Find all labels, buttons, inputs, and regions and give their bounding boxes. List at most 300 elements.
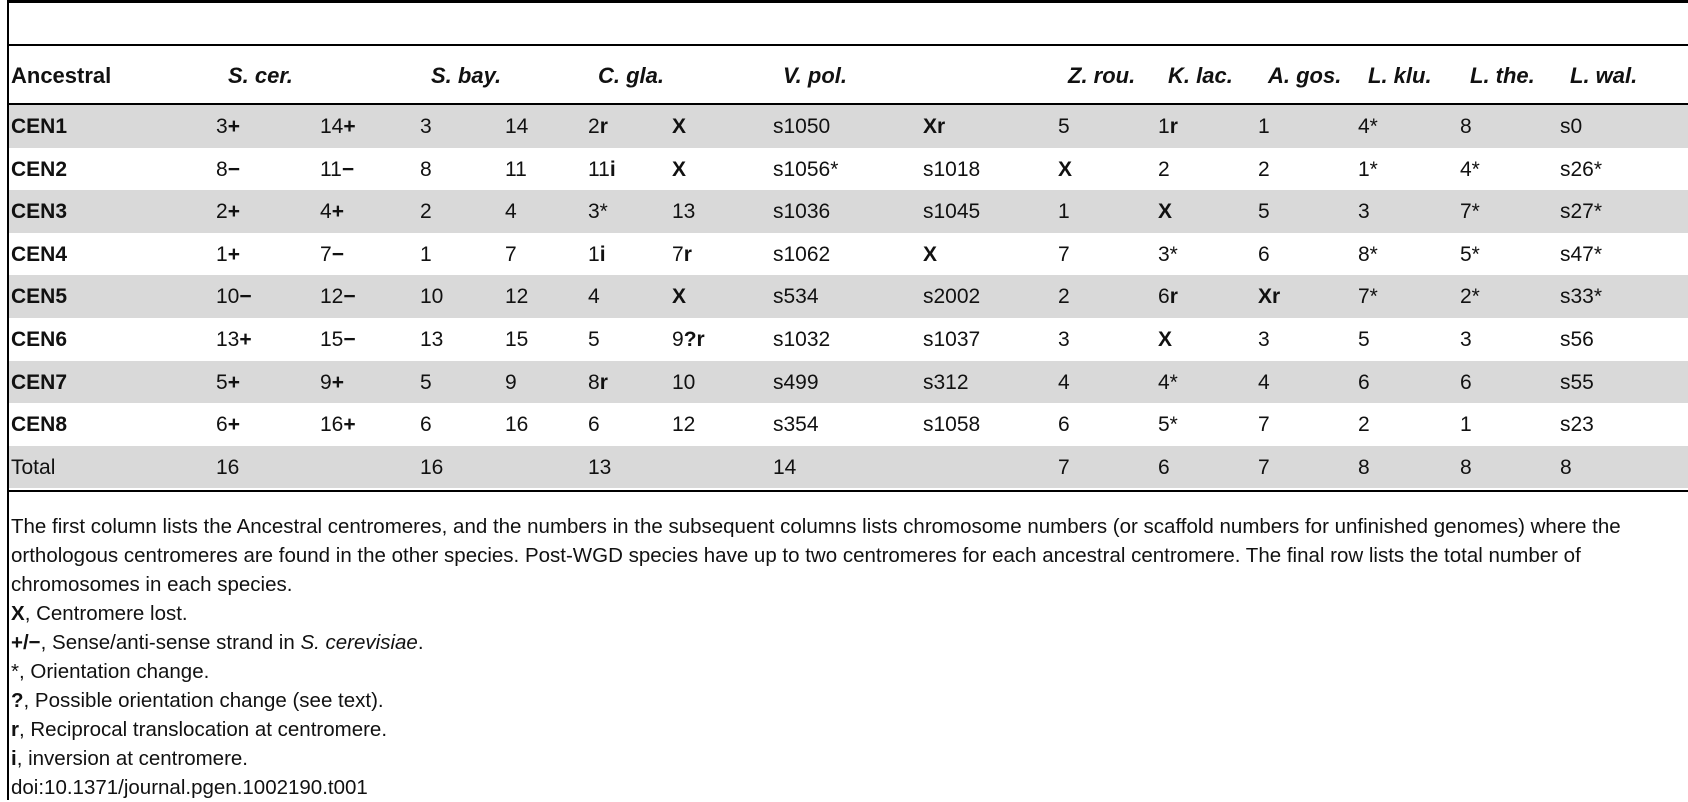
cell-value: 2: [1258, 157, 1270, 181]
legend-symbol: +/−: [11, 631, 41, 654]
cell-value: 5: [1258, 200, 1270, 224]
cell-annotation-mark: X: [1158, 200, 1173, 224]
cell-value: 2: [216, 200, 228, 224]
table-cell: [588, 328, 600, 352]
cell-value: 1: [588, 242, 600, 266]
table-cell: [588, 285, 600, 309]
cell-value: s1036: [773, 200, 831, 224]
table-cell: [505, 200, 517, 224]
cell-annotation-mark: −: [343, 327, 356, 351]
table-cell: [1358, 456, 1370, 480]
cell-value: 3*: [588, 200, 608, 224]
table-cell: [420, 243, 432, 267]
table-cell: [1560, 285, 1602, 309]
cell-value: 3: [1460, 327, 1472, 351]
table-cell: [1058, 243, 1070, 267]
cell-annotation-mark: +: [227, 242, 240, 266]
table-cell: [1358, 158, 1378, 182]
table-cell: [216, 243, 240, 267]
table-cell: [672, 371, 695, 395]
table-cell: [1560, 371, 1594, 395]
cell-value: 12: [505, 285, 529, 309]
cell-value: 9: [505, 370, 517, 394]
table-cell: [216, 285, 252, 309]
cell-value: 2: [588, 115, 600, 138]
cell-annotation-mark: X: [672, 157, 687, 181]
notes-description: The first column lists the Ancestral centromeres, and the numbers in the subsequent columns lists chromosome numbers (or scaffold numbers for unfinished genomes) where the orthologous centromeres are found in the other species. Post-WGD species have up to two centromeres for each ancestral centromere. The final row lists the total number of chromosomes in each species.: [11, 515, 1621, 596]
table-cell: [1058, 371, 1070, 395]
cell-annotation-mark: Xr: [923, 115, 946, 138]
legend-entry: [11, 628, 1683, 657]
cell-value: 1: [1058, 200, 1070, 224]
legend-italic: S. cerevisiae: [300, 631, 418, 654]
cell-value: s1045: [923, 200, 981, 224]
table-cell: [672, 200, 695, 224]
column-header: Z. rou.: [1068, 63, 1136, 88]
table-cell: [1358, 243, 1378, 267]
table-cell: [1158, 456, 1170, 480]
cell-value: 6: [1258, 242, 1270, 266]
table-cell: [923, 115, 945, 139]
table-row: [9, 318, 1688, 361]
table-cell: [505, 285, 528, 309]
table-cell: [505, 243, 517, 267]
cell-value: s1058: [923, 413, 981, 437]
table-cell: [1358, 371, 1370, 395]
table-cell: [672, 158, 686, 182]
table-cell: [1058, 285, 1070, 309]
legend-text: , inversion at centromere.: [16, 747, 248, 770]
cell-value: 5: [420, 370, 432, 394]
cell-value: 5: [216, 370, 228, 394]
cell-value: 15: [505, 327, 529, 351]
row-label: CEN4: [11, 242, 68, 266]
cell-value: 13: [672, 200, 696, 224]
table-cell: [672, 413, 695, 437]
table-cell: [1058, 200, 1070, 224]
cell-value: 4: [505, 200, 517, 224]
column-header: V. pol.: [783, 63, 847, 88]
table-cell: [1460, 243, 1480, 267]
cell-value: s1037: [923, 327, 981, 351]
cell-value: 4*: [1158, 370, 1178, 394]
cell-value: 16: [420, 455, 444, 479]
table-cell: [923, 243, 937, 267]
cell-value: 7: [505, 242, 517, 266]
table-cell: [588, 158, 616, 182]
table-cell: [420, 115, 432, 139]
table-cell: [1358, 413, 1370, 437]
cell-annotation-mark: r: [1169, 285, 1178, 309]
table-cell: [1358, 328, 1370, 352]
table-cell: [1560, 456, 1572, 480]
cell-value: 4: [1058, 370, 1070, 394]
cell-value: 11: [320, 157, 342, 181]
legend-entry: [11, 657, 1683, 686]
cell-value: 1*: [1358, 157, 1378, 181]
cell-value: 15: [320, 327, 344, 351]
cell-annotation-mark: +: [343, 115, 356, 138]
table-row: [9, 275, 1688, 318]
legend-entry: [11, 744, 1683, 773]
table-cell: [773, 328, 830, 352]
cell-value: 3: [1258, 327, 1270, 351]
legend-entry: [11, 599, 1683, 628]
row-label: Total: [11, 455, 56, 479]
cell-value: 12: [672, 413, 696, 437]
cell-value: 6: [1158, 455, 1170, 479]
cell-value: 8: [420, 157, 432, 181]
table-cell: [1258, 456, 1270, 480]
column-header: L. wal.: [1570, 63, 1638, 88]
table-cell: [320, 328, 356, 352]
cell-value: 8: [216, 157, 228, 181]
table-cell: [773, 200, 830, 224]
table-cell: [1358, 115, 1378, 139]
table-cell: [1460, 413, 1472, 437]
table-cell: [420, 328, 443, 352]
table-cell: [923, 200, 980, 224]
cell-annotation-mark: r: [683, 242, 692, 266]
table-cell: [672, 285, 686, 309]
cell-value: 2: [420, 200, 432, 224]
table-row: [9, 190, 1688, 233]
cell-value: s0: [1560, 115, 1583, 138]
table-cell: [320, 158, 354, 182]
table-cell: [588, 456, 611, 480]
table-cell: [923, 158, 980, 182]
table-cell: [1460, 200, 1480, 224]
table-cell: [216, 200, 240, 224]
cell-value: 7: [1258, 455, 1270, 479]
table-cell: [1560, 243, 1602, 267]
table-cell: [1560, 413, 1594, 437]
cell-value: 5*: [1158, 413, 1178, 437]
legend-text: , Centromere lost.: [24, 602, 188, 625]
cell-value: s499: [773, 370, 819, 394]
column-header: L. klu.: [1368, 63, 1432, 88]
cell-annotation-mark: i: [599, 242, 606, 266]
cell-value: 7: [672, 242, 684, 266]
cell-annotation-mark: −: [343, 285, 356, 309]
cell-annotation-mark: +: [227, 200, 240, 224]
table-cell: [1058, 413, 1070, 437]
table-cell: [420, 456, 443, 480]
notes-legend: [11, 599, 1683, 773]
cell-value: 8: [1358, 455, 1370, 479]
table-cell: [588, 413, 600, 437]
cell-value: 7: [1258, 413, 1270, 437]
cell-annotation-mark: +: [227, 370, 240, 394]
cell-value: 5: [1358, 327, 1370, 351]
cell-value: 8: [1460, 455, 1472, 479]
column-header: A. gos.: [1268, 63, 1342, 88]
table-cell: [505, 371, 517, 395]
table-cell: [1460, 158, 1480, 182]
cell-value: 5: [1058, 115, 1070, 138]
table-bottom-rule: [7, 490, 1688, 492]
cell-value: 6: [216, 413, 228, 437]
cell-annotation-mark: X: [1158, 327, 1173, 351]
legend-symbol: r: [11, 718, 19, 741]
legend-symbol: i: [11, 747, 17, 770]
table-cell: [320, 413, 356, 437]
column-header: Ancestral: [11, 63, 112, 88]
legend-symbol: ?: [11, 689, 24, 712]
cell-annotation-mark: X: [672, 115, 687, 138]
cell-value: 3*: [1158, 242, 1178, 266]
cell-value: 4: [1258, 370, 1270, 394]
table-cell: [320, 371, 344, 395]
table-cell: [773, 285, 819, 309]
column-header: C. gla.: [598, 63, 665, 88]
table-cell: [420, 413, 432, 437]
cell-value: s534: [773, 285, 819, 309]
table-cell: [588, 200, 608, 224]
table-cell: [1258, 371, 1270, 395]
legend-text: *, Orientation change.: [11, 660, 210, 683]
notes-doi: doi:10.1371/journal.pgen.1002190.t001: [11, 776, 368, 799]
table-cell: [1258, 158, 1270, 182]
cell-annotation-mark: +: [331, 370, 344, 394]
cell-value: 6: [1058, 413, 1070, 437]
table-cell: [216, 328, 252, 352]
table-cell: [923, 371, 969, 395]
table-cell: [1158, 200, 1172, 224]
cell-annotation-mark: ?r: [683, 327, 705, 351]
cell-value: 16: [320, 413, 344, 437]
table-cell: [672, 115, 686, 139]
cell-value: 9: [320, 370, 332, 394]
cell-value: s1056*: [773, 157, 839, 181]
cell-value: 6: [1158, 285, 1170, 309]
cell-value: s23: [1560, 413, 1594, 437]
table-cell: [672, 243, 692, 267]
table-row: [9, 148, 1688, 191]
table-cell: [773, 413, 819, 437]
cell-value: 6: [1460, 370, 1472, 394]
table-row: [9, 361, 1688, 404]
row-label: CEN6: [11, 327, 68, 351]
cell-annotation-mark: r: [599, 370, 608, 394]
cell-value: s27*: [1560, 200, 1603, 224]
cell-value: 11: [588, 157, 610, 181]
table-row: [9, 233, 1688, 276]
cell-annotation-mark: r: [1169, 115, 1178, 138]
cell-value: 13: [588, 455, 612, 479]
table-cell: [320, 200, 344, 224]
cell-annotation-mark: +: [227, 413, 240, 437]
cell-value: 8: [1560, 455, 1572, 479]
table-row: [9, 403, 1688, 446]
cell-value: 6: [588, 413, 600, 437]
table-cell: [1460, 371, 1472, 395]
cell-value: 2: [1058, 285, 1070, 309]
cell-annotation-mark: +: [239, 327, 252, 351]
table-cell: [588, 243, 606, 267]
table-cell: [1258, 413, 1270, 437]
cell-annotation-mark: r: [599, 115, 608, 138]
cell-value: 8: [588, 370, 600, 394]
table-cell: [420, 371, 432, 395]
legend-entry: [11, 686, 1683, 715]
cell-value: s1062: [773, 242, 831, 266]
column-header: K. lac.: [1168, 63, 1233, 88]
table-top-rule: [7, 0, 1688, 3]
column-header: L. the.: [1470, 63, 1535, 88]
table-cell: [923, 328, 980, 352]
cell-value: 7: [1058, 455, 1070, 479]
cell-value: 7*: [1460, 200, 1480, 224]
cell-value: 7*: [1358, 285, 1378, 309]
cell-value: s47*: [1560, 242, 1603, 266]
table-cell: [216, 158, 240, 182]
cell-annotation-mark: −: [227, 157, 240, 181]
table-row: [9, 105, 1688, 148]
cell-value: 2: [1358, 413, 1370, 437]
table-cell: [773, 371, 819, 395]
cell-value: s55: [1560, 370, 1594, 394]
table-cell: [420, 285, 443, 309]
row-label: CEN5: [11, 285, 68, 309]
cell-value: 1: [420, 242, 432, 266]
cell-value: 3: [1058, 327, 1070, 351]
row-label: CEN1: [11, 115, 68, 138]
cell-annotation-mark: −: [341, 157, 355, 181]
cell-value: 8: [1460, 115, 1472, 138]
cell-value: 2: [1158, 157, 1170, 181]
legend-tail: .: [417, 631, 424, 654]
cell-value: 4*: [1358, 115, 1378, 138]
table-cell: [923, 285, 980, 309]
table-cell: [1358, 200, 1370, 224]
table-cell: [320, 285, 356, 309]
cell-value: 10: [672, 370, 696, 394]
table-cell: [1158, 371, 1178, 395]
table-cell: [672, 328, 705, 352]
cell-annotation-mark: +: [227, 115, 240, 138]
cell-value: s354: [773, 413, 819, 437]
table-cell: [1158, 413, 1178, 437]
table-cell: [1460, 456, 1472, 480]
cell-value: 1: [1158, 115, 1170, 138]
cell-value: 4: [320, 200, 332, 224]
cell-value: 7: [320, 242, 332, 266]
table-cell: [505, 413, 528, 437]
cell-annotation-mark: −: [239, 285, 252, 309]
table-cell: [1158, 328, 1172, 352]
cell-value: s1050: [773, 115, 831, 138]
cell-value: s1032: [773, 327, 831, 351]
table-cell: [1560, 200, 1602, 224]
row-label: CEN8: [11, 413, 68, 437]
cell-value: 9: [672, 327, 684, 351]
table-cell: [1058, 456, 1070, 480]
table-cell: [1058, 328, 1070, 352]
table-cell: [773, 243, 830, 267]
table-cell: [1258, 285, 1280, 309]
table-cell: [216, 456, 239, 480]
cell-value: 1: [1258, 115, 1270, 138]
table-row: [9, 446, 1688, 489]
cell-value: 12: [320, 285, 344, 309]
cell-value: 10: [216, 285, 240, 309]
table-cell: [1258, 200, 1270, 224]
table-cell: [320, 243, 344, 267]
cell-value: 14: [773, 455, 797, 479]
table-cell: [773, 158, 838, 182]
cell-value: s56: [1560, 327, 1594, 351]
cell-annotation-mark: +: [343, 413, 356, 437]
table-cell: [420, 158, 432, 182]
cell-value: 11: [505, 157, 527, 181]
cell-value: 16: [216, 455, 240, 479]
table-cell: [320, 115, 356, 139]
table-cell: [1158, 115, 1178, 139]
cell-value: 14: [320, 115, 344, 138]
cell-value: 16: [505, 413, 529, 437]
table-cell: [216, 413, 240, 437]
cell-annotation-mark: −: [331, 242, 344, 266]
table-cell: [1460, 285, 1480, 309]
table-cell: [1158, 158, 1170, 182]
table-body: [9, 105, 1688, 488]
table-cell: [505, 158, 527, 182]
table-cell: [1258, 115, 1270, 139]
cell-annotation-mark: +: [331, 200, 344, 224]
table-cell: [1258, 328, 1270, 352]
cell-value: 10: [420, 285, 444, 309]
cell-value: s1018: [923, 157, 981, 181]
cell-value: 3: [1358, 200, 1370, 224]
cell-annotation-mark: X: [1058, 157, 1073, 181]
table-cell: [1058, 158, 1072, 182]
cell-annotation-mark: i: [609, 157, 616, 181]
table-cell: [773, 115, 830, 139]
table-cell: [1560, 115, 1582, 139]
cell-value: 14: [505, 115, 529, 138]
cell-annotation-mark: Xr: [1258, 285, 1281, 309]
cell-value: 13: [216, 327, 240, 351]
column-header: S. bay.: [431, 63, 502, 88]
table-cell: [505, 115, 528, 139]
table-cell: [1460, 115, 1472, 139]
table-cell: [773, 456, 796, 480]
table-cell: [588, 115, 608, 139]
table-cell: [216, 371, 240, 395]
table-cell: [923, 413, 980, 437]
row-label: CEN3: [11, 200, 68, 224]
table-cell: [216, 115, 240, 139]
table-cell: [420, 200, 432, 224]
cell-value: s312: [923, 370, 969, 394]
cell-value: 8*: [1358, 242, 1378, 266]
cell-value: 1: [1460, 413, 1472, 437]
table-cell: [1460, 328, 1472, 352]
table-cell: [1158, 285, 1178, 309]
cell-value: 3: [216, 115, 228, 138]
table-cell: [1158, 243, 1178, 267]
legend-entry: [11, 715, 1683, 744]
table-cell: [505, 328, 528, 352]
table-cell: [1058, 115, 1070, 139]
legend-symbol: X: [11, 602, 25, 625]
row-label: CEN2: [11, 157, 68, 181]
cell-value: 5*: [1460, 242, 1480, 266]
cell-value: 3: [420, 115, 432, 138]
table-notes: [11, 512, 1683, 802]
cell-annotation-mark: X: [672, 285, 687, 309]
